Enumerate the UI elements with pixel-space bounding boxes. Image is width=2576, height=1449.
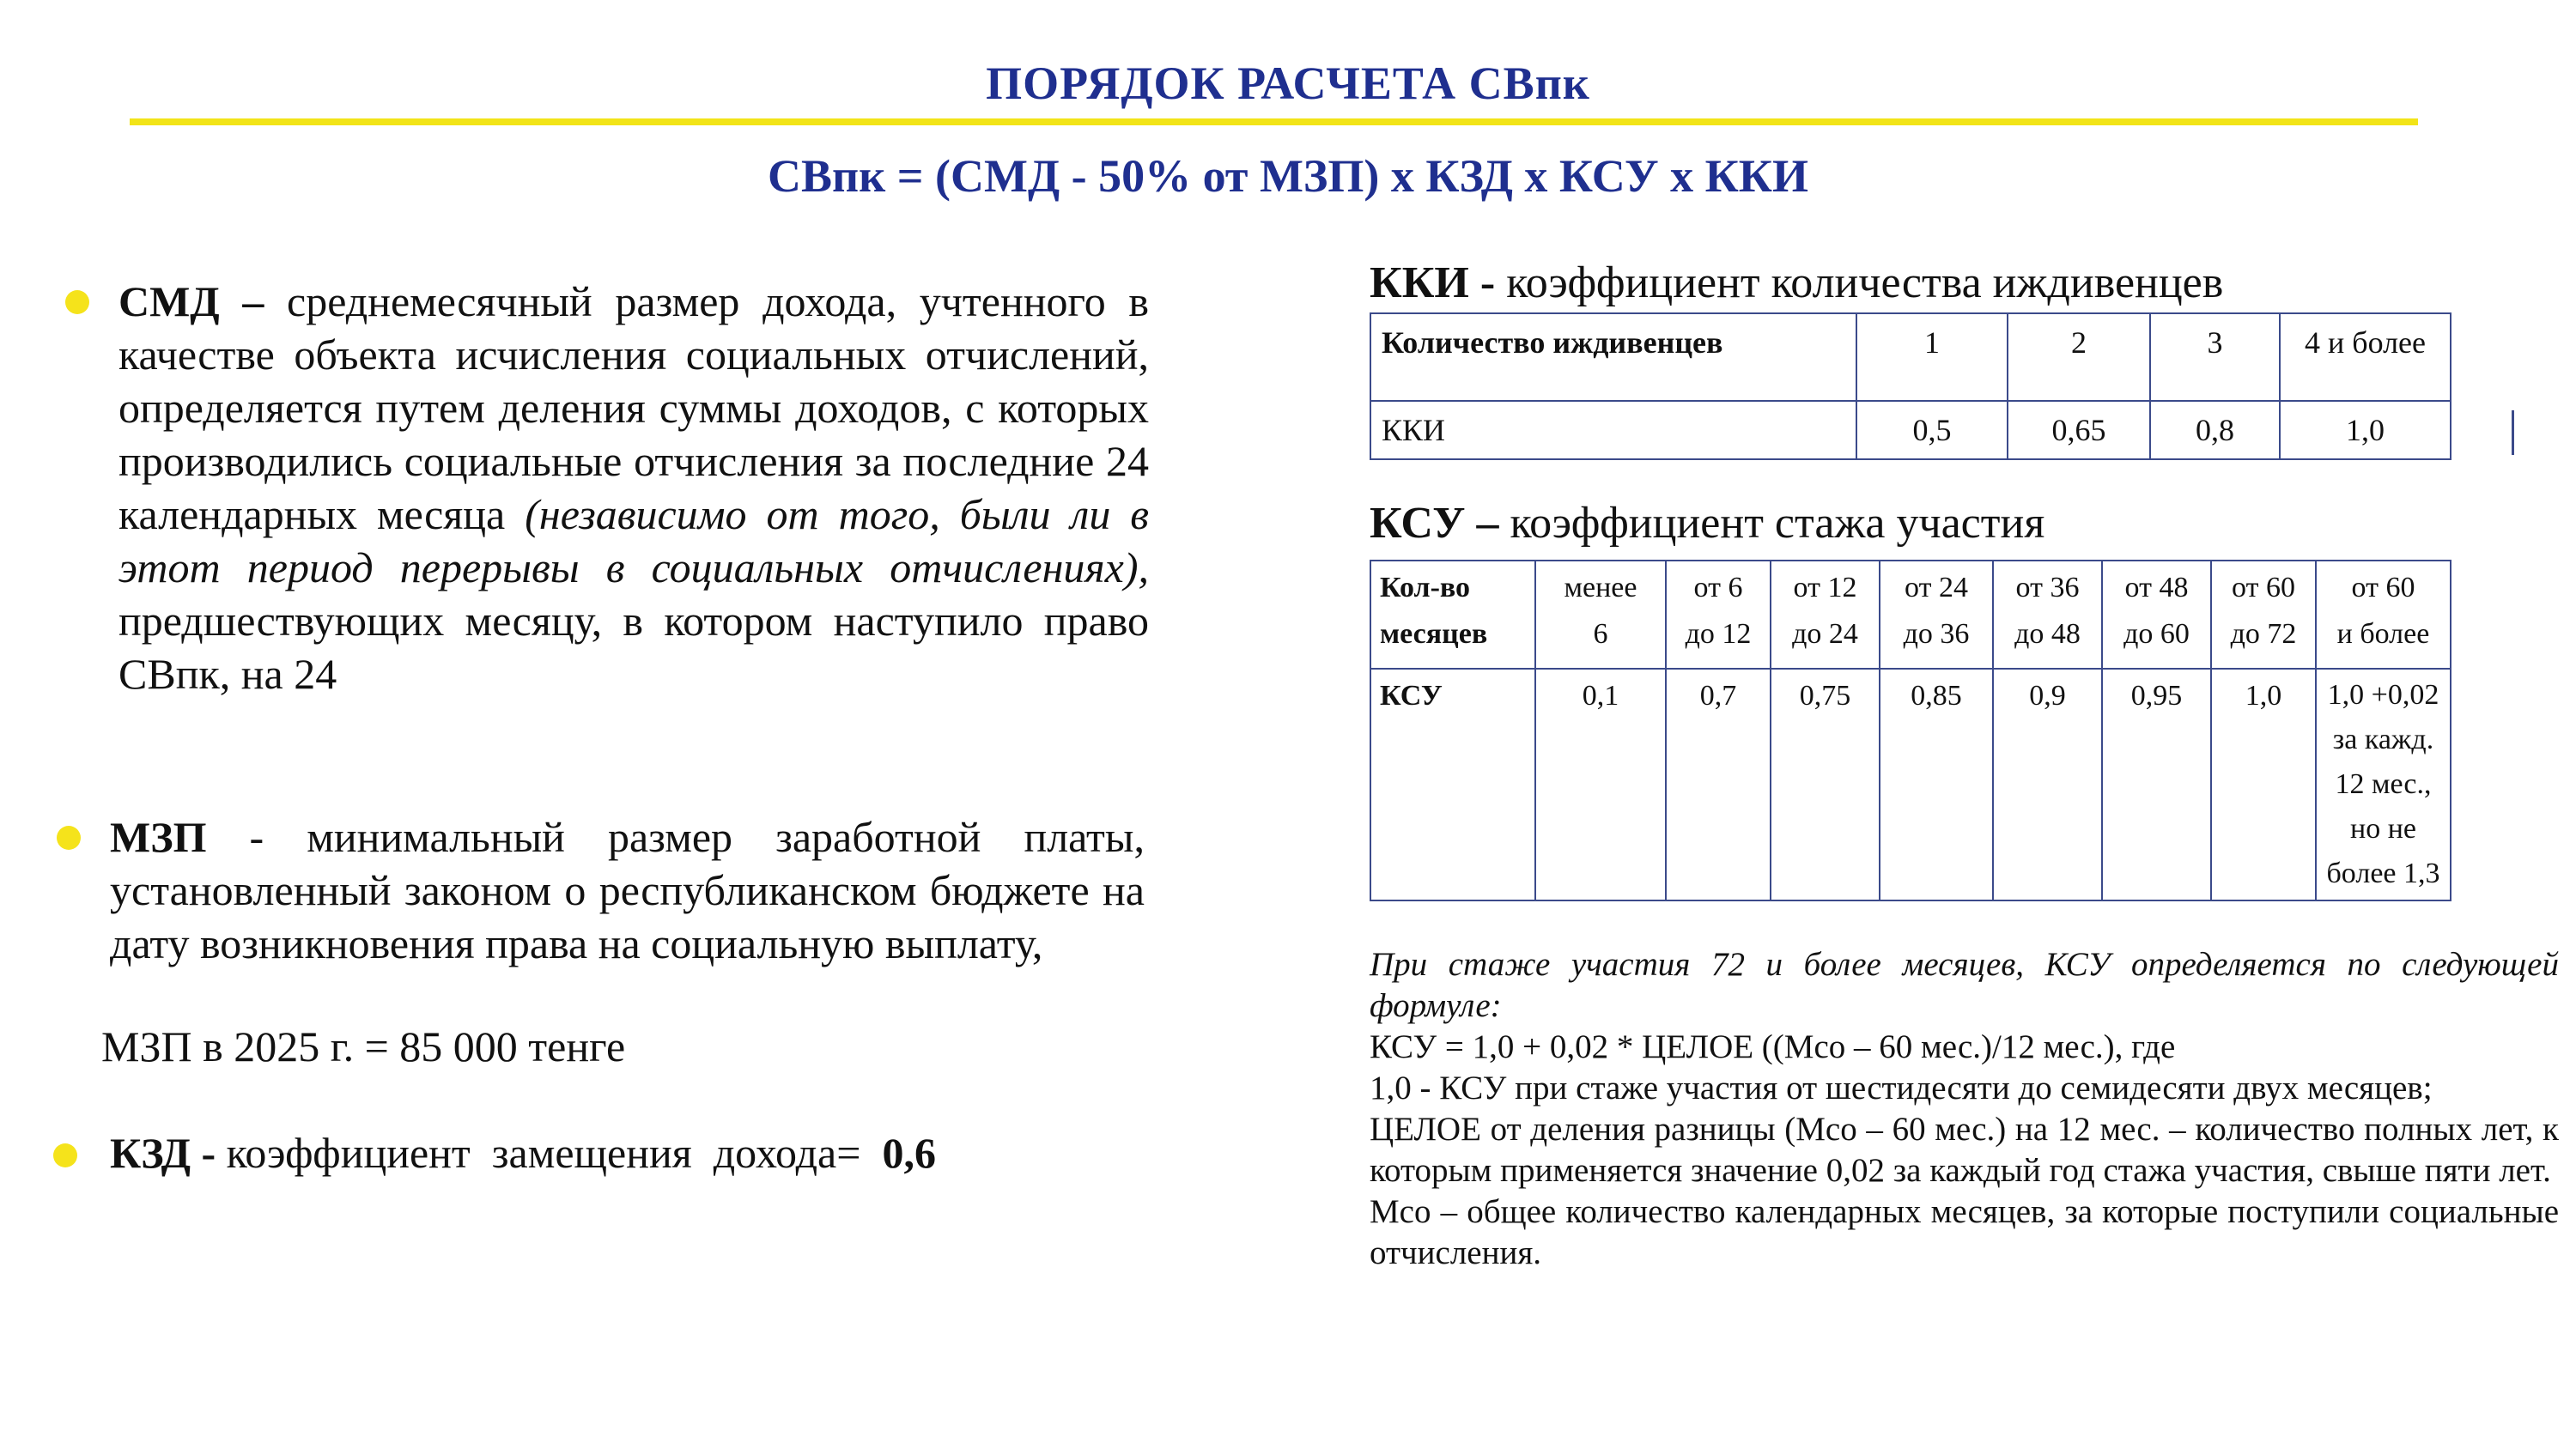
kzd-value: 0,6	[882, 1129, 936, 1177]
kki-col: 4 и более	[2280, 313, 2451, 401]
kzd-term: КЗД -	[110, 1129, 216, 1177]
ksu-col-line: до 12	[1685, 618, 1752, 650]
mzp-text: - минимальный размер заработной платы, установленный законом о республиканском бюджете на дату возникновения права на социальную выплату,	[110, 813, 1145, 967]
ksu-header-line: месяцев	[1380, 618, 1488, 650]
ksu-col-line: от 48	[2124, 572, 2189, 603]
ksu-col	[1666, 561, 1771, 669]
kki-row-label: ККИ	[1370, 401, 1856, 459]
text-cursor	[2512, 410, 2514, 455]
smd-text-a: среднемесячный размер дохода, учтенного в качестве объекта исчисления социальных отчислений, определяется путем деления суммы доходов, с которых производились социальные отчисления за последние 24 календарных месяца	[118, 277, 1149, 538]
note-intro: При стаже участия 72 и более месяцев, КСУ определяется по следующей формуле:	[1370, 946, 2559, 1024]
ksu-value: 0,95	[2102, 669, 2211, 900]
bullet-icon	[53, 1143, 77, 1167]
ksu-value-last	[2316, 669, 2451, 900]
ksu-col-line: от 24	[1905, 572, 1968, 603]
bullet-icon	[65, 290, 89, 314]
ksu-col-line: до 24	[1792, 618, 1858, 650]
mzp-value: МЗП в 2025 г. = 85 000 тенге	[101, 1022, 626, 1070]
mzp-term: МЗП	[110, 813, 207, 861]
kzd-definition	[110, 1128, 936, 1178]
note-formula: КСУ = 1,0 + 0,02 * ЦЕЛОЕ ((Мсо – 60 мес.)/12 мес.), где	[1370, 1028, 2176, 1065]
kki-col: 1	[1856, 313, 2008, 401]
ksu-value: 0,7	[1666, 669, 1771, 900]
table-row	[1370, 561, 2451, 669]
ksu-last-line: 1,0 +0,02	[2327, 679, 2439, 711]
smd-term: СМД	[118, 277, 220, 325]
ksu-col-line: 6	[1593, 618, 1608, 650]
ksu-col	[2316, 561, 2451, 669]
smd-definition	[118, 275, 1149, 700]
ksu-col-line: и более	[2336, 618, 2430, 650]
ksu-header-line: Кол-во	[1380, 572, 1471, 603]
ksu-col-line: менее	[1564, 572, 1637, 603]
smd-dash: –	[219, 277, 288, 325]
kki-table	[1370, 312, 2451, 460]
ksu-col-line: до 48	[2014, 618, 2081, 650]
kki-title-text: коэффициент количества иждивенцев	[1495, 258, 2224, 307]
ksu-last-line: но не	[2350, 813, 2416, 845]
kki-value: 0,5	[1856, 401, 2008, 459]
ksu-col-line: до 60	[2123, 618, 2190, 650]
ksu-last-line: 12 мес.,	[2335, 768, 2432, 800]
ksu-col	[1771, 561, 1880, 669]
ksu-title-text: коэффициент стажа участия	[1498, 499, 2045, 548]
ksu-col-line: от 6	[1693, 572, 1743, 603]
kki-title	[1370, 258, 2223, 308]
ksu-col	[2211, 561, 2316, 669]
ksu-col	[1880, 561, 1993, 669]
ksu-col-line: от 60	[2232, 572, 2295, 603]
mzp-definition	[110, 810, 1145, 970]
ksu-term: КСУ –	[1370, 499, 1499, 548]
table-row	[1370, 669, 2451, 900]
table-row	[1370, 401, 2451, 459]
ksu-value: 0,85	[1880, 669, 1993, 900]
smd-text-italic: (независимо от того, были ли в этот период перерывы в социальных отчислениях),	[118, 490, 1150, 591]
kki-value: 0,8	[2150, 401, 2280, 459]
kki-value: 0,65	[2008, 401, 2150, 459]
kki-col: 2	[2008, 313, 2150, 401]
kki-header-label: Количество иждивенцев	[1370, 313, 1856, 401]
note-line: Мсо – общее количество календарных месяцев, за которые поступили социальные отчисления.	[1370, 1193, 2559, 1271]
ksu-value: 1,0	[2211, 669, 2316, 900]
ksu-last-line: за кажд.	[2332, 724, 2434, 755]
ksu-value: 0,75	[1771, 669, 1880, 900]
bullet-icon	[57, 826, 81, 850]
kki-term: ККИ -	[1370, 258, 1496, 307]
smd-text-b: предшествующих месяцу, в котором наступило право СВпк, на 24	[118, 597, 1149, 698]
ksu-row-label: КСУ	[1370, 669, 1535, 900]
ksu-col-line: от 12	[1793, 572, 1857, 603]
note-line: ЦЕЛОЕ от деления разницы (Мсо – 60 мес.) на 12 мес. – количество полных лет, к которым применяется значение 0,02 за каждый год стажа участия, свыше пяти лет.	[1370, 1111, 2559, 1189]
kki-col: 3	[2150, 313, 2280, 401]
kzd-text: коэффициент замещения дохода=	[216, 1129, 883, 1177]
ksu-col	[2102, 561, 2211, 669]
ksu-value: 0,9	[1993, 669, 2102, 900]
main-formula: СВпк = (СМД - 50% от МЗП) х КЗД х КСУ х ККИ	[768, 150, 1808, 202]
ksu-col	[1535, 561, 1666, 669]
note-line: 1,0 - КСУ при стаже участия от шестидесяти до семидесяти двух месяцев;	[1370, 1070, 2433, 1106]
ksu-col-line: от 60	[2351, 572, 2415, 603]
page-title: ПОРЯДОК РАСЧЕТА СВпк	[986, 58, 1590, 109]
ksu-col-line: от 36	[2015, 572, 2080, 603]
ksu-table	[1370, 560, 2451, 901]
ksu-last-line: более 1,3	[2326, 858, 2440, 889]
kki-value: 1,0	[2280, 401, 2451, 459]
ksu-title	[1370, 498, 2044, 549]
title-underline	[130, 118, 2418, 125]
ksu-header-label	[1370, 561, 1535, 669]
ksu-value: 0,1	[1535, 669, 1666, 900]
table-row	[1370, 313, 2451, 401]
ksu-col-line: до 36	[1903, 618, 1970, 650]
ksu-col-line: до 72	[2230, 618, 2297, 650]
ksu-col	[1993, 561, 2102, 669]
ksu-note	[1370, 944, 2559, 1274]
